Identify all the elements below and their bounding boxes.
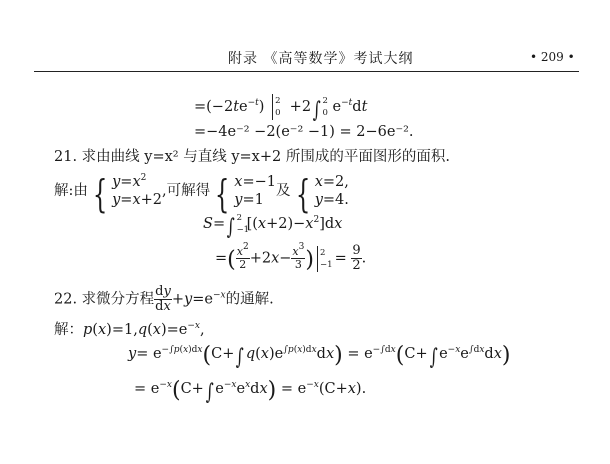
page-number: • 209 • [530,50,575,64]
solution-mid: ,可解得 [162,183,211,199]
solution-21-system: 解:由 { $y=x^2$ y=x+2,可解得 { x=−1 y=1及 { x=2, y=4. [54,172,349,216]
area-evaluation: =( $\frac{x^2}{2}$ +2x− $\frac{x^3}{3}$ ) 2 −1 = $\frac{9}{2}$ . [215,242,367,273]
area-integral: S=∫ 2 −1 $[(x+2)-x^2]dx$ [203,213,343,240]
solution-and: 及 [276,183,291,199]
question-22: 22. 求微分方程 $\frac{dy}{dx}$ $+y=e^{-x}$的通解. [54,284,274,314]
page-header [0,44,610,66]
question-21: 21. 求由曲线 y=x² 与直线 y=x+2 所围成的平面图形的面积. [54,149,450,165]
eval-bar [272,94,273,120]
eq-line-2: =−4e⁻² −2(e⁻² −1) = 2−6e⁻². [194,124,414,140]
eq-line-1: $=(-2te^{-t})$ 2 0 +2∫ 2 0 $e^{-t}dt$ [194,96,368,123]
solution-22-label: 解：$p(x)=1,q(x)=e^{-x}$, [54,321,205,338]
final-result: = $e^{-x}(C+\int$ $e^{-x}e^xdx) = e^{-x}(C+x)$. [134,378,367,405]
general-solution-formula: $y= e^{-\int p(x)dx}(C+\int$ $q(x)e^{\int p(x)dx}dx) = e^{-\int dx}(C+\int$ $e^{-x}e^{\int dx}dx$) [128,343,511,370]
header-rule [34,71,579,72]
eq-part: =(−2te [194,99,248,115]
header-title: 附录 《高等数学》考试大纲 [228,51,414,67]
solution-label: 解:由 [54,183,88,199]
